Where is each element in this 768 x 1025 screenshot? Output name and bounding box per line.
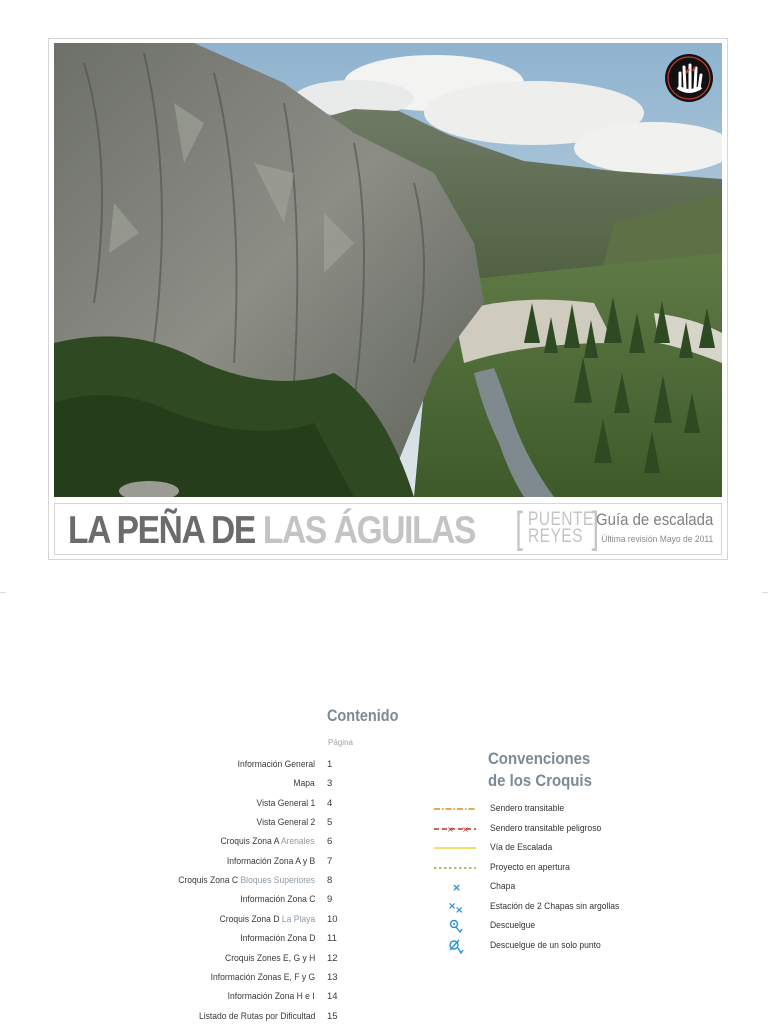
- toc-item[interactable]: [150, 757, 346, 773]
- cover-panel: [48, 38, 728, 560]
- toc-item[interactable]: [150, 1009, 346, 1025]
- svg-text:×: ×: [455, 904, 464, 915]
- legend-item: [430, 801, 640, 817]
- location-line-2: REYES: [528, 526, 583, 547]
- toc-item-zone-name: Bloques Superiores: [240, 875, 315, 887]
- rappel-single-icon: [432, 938, 478, 954]
- revision-date: Última revisión Mayo de 2011: [601, 534, 713, 545]
- hand-logo-badge: [664, 53, 714, 103]
- legend-item: [430, 860, 640, 876]
- toc-item[interactable]: [150, 951, 346, 967]
- legend-item-label: Proyecto en apertura: [490, 861, 570, 873]
- page-column-heading: Página: [328, 738, 353, 747]
- fold-mark-left: [0, 592, 6, 593]
- toc-item-page: 6: [327, 836, 333, 848]
- toc-item-label: [240, 931, 315, 947]
- toc-item[interactable]: [150, 931, 346, 947]
- toc-item-page: 3: [327, 778, 333, 790]
- canyon-photo: [54, 43, 722, 497]
- toc-item[interactable]: [150, 776, 346, 792]
- toc-item-label: [294, 776, 315, 792]
- toc-item-page: 4: [327, 797, 333, 809]
- toc-item[interactable]: [150, 796, 346, 812]
- guide-subtitle: Guía de escalada: [595, 510, 713, 529]
- toc-item-label: [240, 892, 315, 908]
- toc-item-page: 10: [327, 913, 338, 925]
- toc-item-title: Vista General 2: [256, 817, 315, 829]
- title-dark-part: LA PEÑA DE: [68, 509, 255, 552]
- toc-item[interactable]: [150, 854, 346, 870]
- toc-item-title: Croquis Zones E, G y H: [224, 952, 315, 964]
- legend-item: [430, 899, 640, 915]
- toc-item-label: [238, 757, 315, 773]
- toc-item-title: Información Zona C: [239, 894, 315, 906]
- toc-item-page: 1: [327, 759, 333, 770]
- fold-mark-right: [762, 592, 768, 593]
- legend-item: [430, 840, 640, 856]
- toc-item-title: Información General: [237, 759, 315, 770]
- x-blue-symbol-icon: [432, 879, 478, 895]
- toc-item-title: Vista General 1: [256, 797, 315, 809]
- toc-item-label: [256, 796, 315, 812]
- toc-item-title: Croquis Zona D: [219, 913, 280, 925]
- legend-item-label: Sendero transitable: [490, 803, 565, 814]
- rappel-anchor-icon: [432, 918, 478, 934]
- legend-item: [430, 918, 640, 934]
- legend-item-label: Descuelgue: [490, 920, 536, 931]
- title-light-part: LAS ÁGUILAS: [262, 509, 476, 552]
- toc-item-page: 7: [327, 855, 333, 867]
- dash-x-red-symbol-icon: [432, 821, 478, 837]
- right-bracket-icon: ]: [591, 503, 599, 552]
- toc-item-page: 9: [327, 894, 333, 906]
- legend-item-label: Descuelgue de un solo punto: [490, 939, 601, 951]
- toc-item[interactable]: [150, 834, 346, 850]
- toc-item-label: [228, 989, 315, 1005]
- toc-item-label: [225, 951, 315, 967]
- legend-item-label: Estación de 2 Chapas sin argollas: [490, 900, 620, 912]
- toc-item-zone-name: La Playa: [281, 913, 315, 925]
- toc-item[interactable]: [150, 892, 346, 908]
- title-band: [54, 503, 722, 555]
- toc-item-label: [221, 834, 315, 850]
- toc-item-title: Información Zonas E, F y G: [210, 971, 315, 983]
- toc-item[interactable]: [150, 815, 346, 831]
- svg-text:×: ×: [462, 824, 469, 834]
- toc-item-title: Información Zona H e I: [228, 991, 315, 1003]
- toc-item-label: [178, 873, 315, 889]
- legend-item: [430, 821, 640, 837]
- double-x-blue-symbol-icon: [432, 899, 478, 915]
- left-bracket-icon: [: [515, 503, 523, 552]
- toc-item-label: [219, 912, 315, 928]
- toc-item-zone-name: Arenales: [281, 836, 315, 848]
- svg-text:×: ×: [448, 900, 457, 912]
- guide-title: [68, 509, 475, 553]
- legend-item: [430, 938, 640, 954]
- toc-item-page: 14: [327, 991, 338, 1003]
- dotted-olive-symbol-icon: [432, 860, 478, 876]
- solid-yellow-symbol-icon: [432, 840, 478, 856]
- toc-item-title: Información Zona A y B: [226, 855, 315, 867]
- toc-item-title: Croquis Zona C: [178, 875, 238, 887]
- toc-item-page: 12: [327, 952, 338, 964]
- toc-item-label: [256, 815, 315, 831]
- toc-item-title: Listado de Rutas por Dificultad: [198, 1010, 315, 1022]
- toc-item-page: 11: [327, 933, 337, 945]
- legend-item-label: Chapa: [490, 881, 516, 892]
- toc-item-label: [210, 970, 315, 986]
- location-line-1: PUENTE: [528, 509, 594, 530]
- toc-item[interactable]: [150, 912, 346, 928]
- toc-item-label: [199, 1009, 315, 1025]
- conventions-title-line-1: Convenciones: [488, 749, 591, 768]
- toc-item[interactable]: [150, 989, 346, 1005]
- contents-title: Contenido: [327, 706, 399, 725]
- conventions-title: [488, 748, 592, 792]
- toc-item-page: 8: [327, 875, 333, 887]
- toc-item[interactable]: [150, 970, 346, 986]
- toc-item[interactable]: [150, 873, 346, 889]
- legend-item-label: Sendero transitable peligroso: [490, 822, 602, 834]
- svg-text:×: ×: [452, 881, 462, 894]
- toc-item-title: Información Zona D: [239, 933, 315, 945]
- legend-item: [430, 879, 640, 895]
- toc-item-title: Croquis Zona A: [220, 836, 280, 848]
- guide-subtitle-block: [580, 503, 713, 552]
- svg-text:×: ×: [447, 824, 454, 834]
- legend-item-label: Vía de Escalada: [490, 842, 553, 853]
- conventions-title-line-2: de los Croquis: [488, 771, 592, 790]
- toc-item-title: Mapa: [293, 778, 315, 790]
- toc-item-page: 15: [327, 1010, 338, 1022]
- toc-item-page: 5: [327, 817, 333, 829]
- toc-item-label: [227, 854, 315, 870]
- dash-dot-orange-symbol-icon: [432, 801, 478, 817]
- toc-item-page: 13: [327, 971, 338, 983]
